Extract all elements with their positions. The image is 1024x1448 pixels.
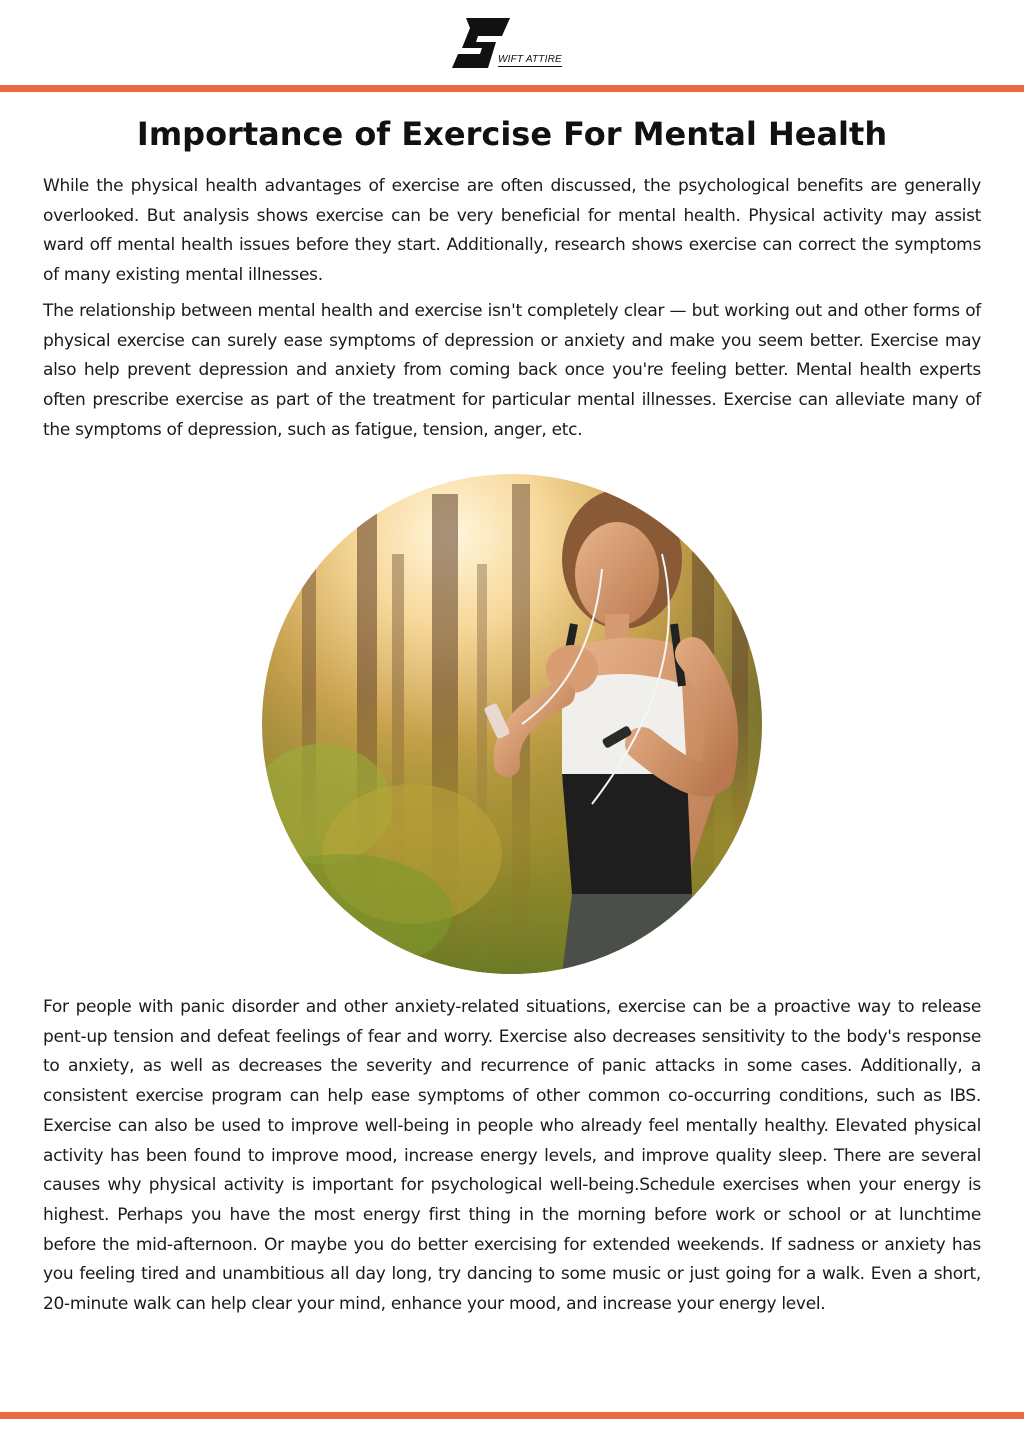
bottom-divider bbox=[0, 1412, 1024, 1419]
top-divider bbox=[0, 85, 1024, 92]
page-title: Importance of Exercise For Mental Health bbox=[136, 115, 888, 153]
paragraph-anxiety: For people with panic disorder and other anxiety-related situations, exercise can be a proactive way to release pent-up tension and defeat feelings of fear and worry. Exercise also decreases sensitivity to the body's response to anxiety, as well as decreases the severity and recurrence of panic attacks in some cases. Additionally, a consistent exercise program can help ease symptoms of other common co-occurring conditions, such as IBS. Exercise can also be used to improve well-being in people who already feel mentally healthy. Elevated physical activity has been found to improve mood, increase energy levels, and improve quality sleep. There are several causes why physical activity is important for psychological well-being.Schedule exercises when your energy is highest. Perhaps you have the most energy first thing in the morning before work or school or at lunchtime before the mid-afternoon. Or maybe you do better exercising for extended weekends. If sadness or anxiety has you feeling tired and unambitious all day long, try dancing to some music or just going for a walk. Even a short, 20-minute walk can help clear your mind, enhance your mood, and increase your energy level. bbox=[43, 997, 981, 1315]
paragraph-intro: While the physical health advantages of exercise are often discussed, the psychological benefits are generally overlooked. But analysis shows exercise can be very beneficial for mental health. Physical activity may assist ward off mental health issues before they start. Additionally, research shows exercise can correct the symptoms of many existing mental illnesses. bbox=[43, 176, 981, 286]
logo-text: WIFT ATTIRE bbox=[498, 54, 562, 65]
woman-running-photo bbox=[262, 474, 762, 974]
brand-logo bbox=[448, 14, 578, 72]
paragraph-relationship: The relationship between mental health and exercise isn't completely clear — but working out and other forms of physical exercise can surely ease symptoms of depression or anxiety and make you seem better. Exercise may also help prevent depression and anxiety from coming back once you're feeling better. Mental health experts often prescribe exercise as part of the treatment for particular mental illnesses. Exercise can alleviate many of the symptoms of depression, such as fatigue, tension, anger, etc. bbox=[43, 301, 981, 440]
runner-forest-image bbox=[262, 474, 762, 974]
